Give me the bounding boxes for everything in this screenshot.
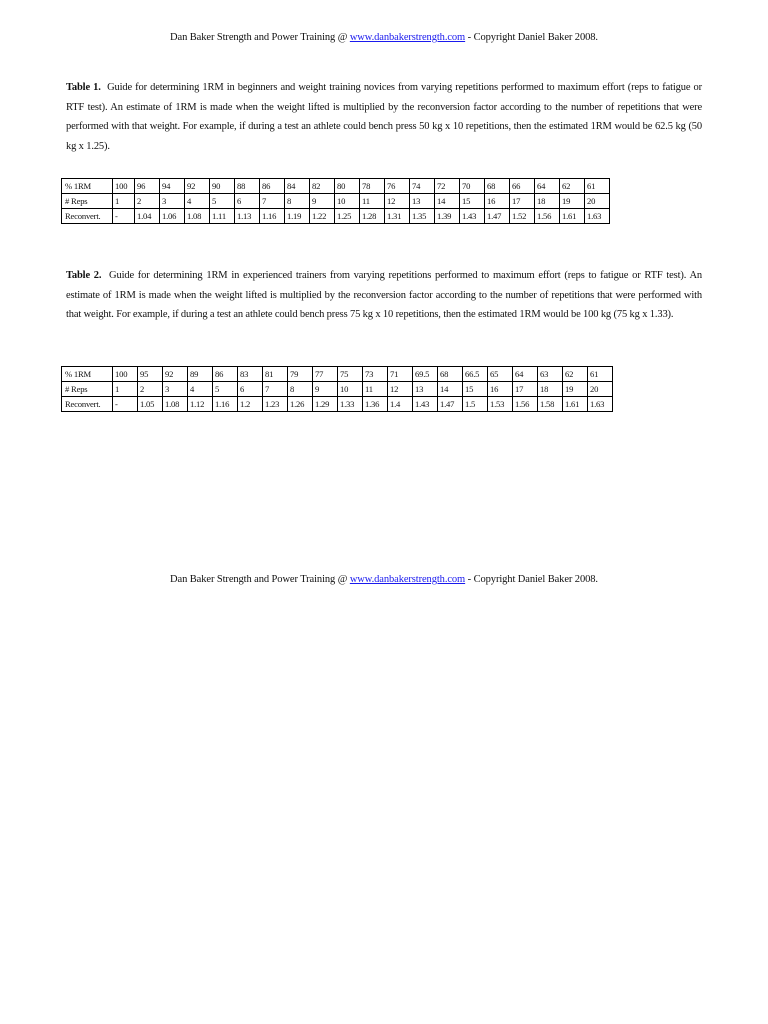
header-suffix: - Copyright Daniel Baker 2008. [465, 32, 598, 43]
table-cell: 1.12 [188, 397, 213, 412]
table-cell: 95 [138, 367, 163, 382]
table2 [61, 366, 613, 412]
header-website-link[interactable]: www.danbakerstrength.com [349, 32, 466, 43]
table-cell: 1.63 [585, 209, 610, 224]
table-cell: 1.5 [463, 397, 488, 412]
footer-suffix: - Copyright Daniel Baker 2008. [465, 574, 598, 585]
table-cell: 1.31 [385, 209, 410, 224]
table-cell: 6 [235, 194, 260, 209]
table-cell: 1.56 [535, 209, 560, 224]
table-row [62, 397, 613, 412]
table-cell: 5 [210, 194, 235, 209]
table2-caption-text: Guide for determining 1RM in experienced trainers from varying repetitions performed to maximum effort (reps to fatigue or RTF test). An estimate of 1RM is made when the weight lifted is multiplied by the reconversion factor according to the number of repetitions that were performed with that weight. For example, if during a test an athlete could bench press 75 kg x 10 repetitions, then the estimated 1RM would be 100 kg (75 kg x 1.33). [66, 270, 702, 320]
table-cell: 1.16 [260, 209, 285, 224]
table-cell: 1.2 [238, 397, 263, 412]
page-footer [0, 574, 768, 585]
table-cell: 1.43 [460, 209, 485, 224]
table-cell: 1.56 [513, 397, 538, 412]
table-cell: 89 [188, 367, 213, 382]
table-cell: 100 [113, 179, 135, 194]
table-cell: 1.06 [160, 209, 185, 224]
page-header [0, 32, 768, 43]
table-cell: 1.63 [588, 397, 613, 412]
table-cell: 4 [188, 382, 213, 397]
table-cell: 1.13 [235, 209, 260, 224]
table-cell: 73 [363, 367, 388, 382]
table-cell: 1.05 [138, 397, 163, 412]
table-cell: 15 [463, 382, 488, 397]
table-cell: - [113, 209, 135, 224]
table-row [62, 382, 613, 397]
table-cell: 1.52 [510, 209, 535, 224]
row-label: # Reps [62, 382, 113, 397]
table-cell: 1.28 [360, 209, 385, 224]
table-cell: 19 [560, 194, 585, 209]
table-cell: 69.5 [413, 367, 438, 382]
table-cell: 1.08 [163, 397, 188, 412]
table-cell: 75 [338, 367, 363, 382]
table-cell: 11 [360, 194, 385, 209]
table-cell: 6 [238, 382, 263, 397]
table-cell: 68 [438, 367, 463, 382]
table-cell: 1.16 [213, 397, 238, 412]
row-label: Reconvert. [62, 397, 113, 412]
table-cell: 11 [363, 382, 388, 397]
table-cell: 13 [410, 194, 435, 209]
table2-caption [66, 266, 702, 325]
table-cell: 77 [313, 367, 338, 382]
table-cell: 19 [563, 382, 588, 397]
table-cell: 2 [138, 382, 163, 397]
table-cell: 80 [335, 179, 360, 194]
table-cell: 17 [510, 194, 535, 209]
table-cell: 18 [538, 382, 563, 397]
table-cell: 7 [263, 382, 288, 397]
table-cell: 1.53 [488, 397, 513, 412]
table-cell: 71 [388, 367, 413, 382]
table-cell: 1.22 [310, 209, 335, 224]
table-row [62, 179, 610, 194]
table-cell: 63 [538, 367, 563, 382]
table-cell: 2 [135, 194, 160, 209]
table1-caption [66, 78, 702, 156]
table-cell: 81 [263, 367, 288, 382]
table-cell: 61 [585, 179, 610, 194]
table-cell: 1.61 [563, 397, 588, 412]
table-cell: 1.11 [210, 209, 235, 224]
row-label: # Reps [62, 194, 113, 209]
table-cell: 1.29 [313, 397, 338, 412]
table-cell: 83 [238, 367, 263, 382]
table-cell: 12 [385, 194, 410, 209]
table-cell: 1 [113, 194, 135, 209]
table-cell: 92 [163, 367, 188, 382]
table-cell: 64 [535, 179, 560, 194]
table1-caption-text: Guide for determining 1RM in beginners and weight training novices from varying repetitions performed to maximum effort (reps to fatigue or RTF test). An estimate of 1RM is made when the weight lifted is multiplied by the reconversion factor according to the number of repetitions that were performed with that weight. For example, if during a test an athlete could bench press 50 kg x 10 repetitions, then the estimated 1RM would be 62.5 kg (50 kg x 1.25). [66, 82, 703, 152]
table-cell: 76 [385, 179, 410, 194]
table-cell: 9 [313, 382, 338, 397]
table-cell: 16 [485, 194, 510, 209]
table-cell: - [113, 397, 138, 412]
table-cell: 4 [185, 194, 210, 209]
table-cell: 17 [513, 382, 538, 397]
table-cell: 1.04 [135, 209, 160, 224]
table-cell: 1.36 [363, 397, 388, 412]
table-cell: 20 [585, 194, 610, 209]
table-cell: 74 [410, 179, 435, 194]
table-cell: 1.33 [338, 397, 363, 412]
table1-caption-label: Table 1. [66, 82, 101, 93]
row-label: Reconvert. [62, 209, 113, 224]
footer-prefix: Dan Baker Strength and Power Training @ [170, 574, 350, 585]
footer-website-link[interactable]: www.danbakerstrength.com [349, 574, 466, 585]
table-cell: 3 [160, 194, 185, 209]
table-row [62, 209, 610, 224]
table-cell: 1.25 [335, 209, 360, 224]
table-cell: 70 [460, 179, 485, 194]
table-cell: 64 [513, 367, 538, 382]
table-cell: 72 [435, 179, 460, 194]
table-cell: 12 [388, 382, 413, 397]
table-cell: 90 [210, 179, 235, 194]
table-cell: 86 [260, 179, 285, 194]
table-cell: 68 [485, 179, 510, 194]
table-cell: 61 [588, 367, 613, 382]
table-cell: 1.61 [560, 209, 585, 224]
table-cell: 65 [488, 367, 513, 382]
row-label: % 1RM [62, 179, 113, 194]
table-cell: 78 [360, 179, 385, 194]
table-cell: 66 [510, 179, 535, 194]
table-cell: 14 [438, 382, 463, 397]
table-cell: 1.4 [388, 397, 413, 412]
table-cell: 15 [460, 194, 485, 209]
table-cell: 1.19 [285, 209, 310, 224]
table-row [62, 194, 610, 209]
table-cell: 14 [435, 194, 460, 209]
table-cell: 1.58 [538, 397, 563, 412]
table-cell: 8 [288, 382, 313, 397]
table-cell: 9 [310, 194, 335, 209]
table-cell: 88 [235, 179, 260, 194]
table-cell: 8 [285, 194, 310, 209]
table-cell: 1.47 [438, 397, 463, 412]
table-cell: 66.5 [463, 367, 488, 382]
table-cell: 100 [113, 367, 138, 382]
table-cell: 1.43 [413, 397, 438, 412]
table-cell: 82 [310, 179, 335, 194]
table-cell: 5 [213, 382, 238, 397]
row-label: % 1RM [62, 367, 113, 382]
table-cell: 86 [213, 367, 238, 382]
table2-caption-label: Table 2. [66, 270, 102, 281]
table-cell: 18 [535, 194, 560, 209]
table-cell: 94 [160, 179, 185, 194]
table-cell: 3 [163, 382, 188, 397]
table-cell: 96 [135, 179, 160, 194]
table1 [61, 178, 610, 224]
table-cell: 1.35 [410, 209, 435, 224]
table-cell: 16 [488, 382, 513, 397]
table-cell: 10 [335, 194, 360, 209]
table-cell: 62 [563, 367, 588, 382]
table-cell: 20 [588, 382, 613, 397]
table-cell: 10 [338, 382, 363, 397]
table-row [62, 367, 613, 382]
table-cell: 84 [285, 179, 310, 194]
header-prefix: Dan Baker Strength and Power Training @ [170, 32, 350, 43]
table-cell: 1 [113, 382, 138, 397]
table-cell: 7 [260, 194, 285, 209]
table-cell: 79 [288, 367, 313, 382]
table-cell: 1.08 [185, 209, 210, 224]
table-cell: 92 [185, 179, 210, 194]
table-cell: 1.23 [263, 397, 288, 412]
table-cell: 1.26 [288, 397, 313, 412]
table-cell: 1.47 [485, 209, 510, 224]
table-cell: 13 [413, 382, 438, 397]
table-cell: 62 [560, 179, 585, 194]
table-cell: 1.39 [435, 209, 460, 224]
